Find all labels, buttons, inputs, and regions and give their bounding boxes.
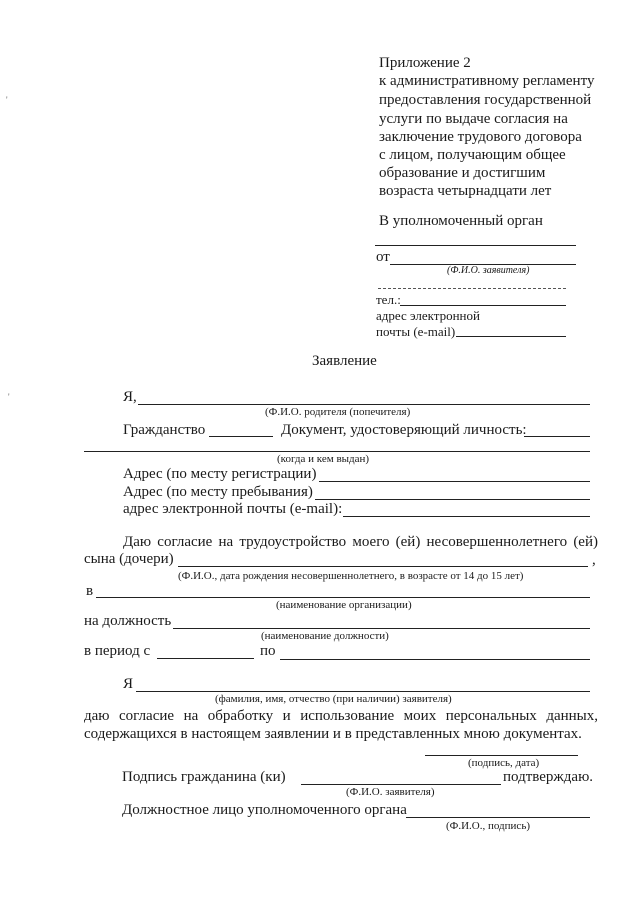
appendix-line: возраста четырнадцати лет <box>379 183 552 199</box>
email-label-line1: адрес электронной <box>376 308 480 323</box>
document-title: Заявление <box>312 353 377 369</box>
official-signature-field[interactable] <box>406 817 590 818</box>
personal-data-line-1: даю согласие на обработку и использование моих персональных данных, <box>84 708 598 724</box>
consent-line-2: сына (дочери) <box>84 551 174 567</box>
applicant-full-name-hint: (фамилия, имя, отчество (при наличии) заявителя) <box>215 693 452 705</box>
personal-data-line-2: содержащихся в настоящем заявлении и в представленных мною документах. <box>84 726 582 742</box>
appendix-line: с лицом, получающим общее <box>379 147 566 163</box>
scan-mark: ' <box>8 392 10 402</box>
minor-hint: (Ф.И.О., дата рождения несовершеннолетнего, в возрасте от 14 до 15 лет) <box>178 570 524 582</box>
period-start-field[interactable] <box>157 658 254 659</box>
official-label: Должностное лицо уполномоченного органа <box>122 802 407 818</box>
id-document-field[interactable] <box>524 436 590 437</box>
addressee-to-label: В уполномоченный орган <box>379 213 543 229</box>
period-to-label: по <box>260 643 276 659</box>
official-hint: (Ф.И.О., подпись) <box>446 820 530 832</box>
registration-address-label: Адрес (по месту регистрации) <box>123 466 317 482</box>
issued-hint: (когда и кем выдан) <box>277 453 370 465</box>
applicant-name-extra-field[interactable] <box>378 288 566 289</box>
citizen-signature-field[interactable] <box>301 784 501 785</box>
signature-date-hint: (подпись, дата) <box>468 757 540 769</box>
applicant-name-hint-2: (Ф.И.О. заявителя) <box>346 786 435 798</box>
authority-name-field[interactable] <box>375 245 576 246</box>
stay-address-field[interactable] <box>315 499 590 500</box>
appendix-line: услуги по выдаче согласия на <box>379 111 568 127</box>
stay-address-label: Адрес (по месту пребывания) <box>123 484 313 500</box>
organization-field[interactable] <box>96 597 590 598</box>
email-label-line2: почты (e-mail) <box>376 324 456 339</box>
from-label: от <box>376 249 390 265</box>
period-end-field[interactable] <box>280 659 590 660</box>
period-from-label: в период с <box>84 643 151 659</box>
signature-date-field[interactable] <box>425 755 578 756</box>
consent-line-1: Даю согласие на трудоустройство моего (ей) несовершеннолетнего (ей) <box>123 534 598 550</box>
consent-comma: , <box>592 552 596 568</box>
parent-name-hint: (Ф.И.О. родителя (попечителя) <box>265 406 411 418</box>
id-document-details-field[interactable] <box>84 451 590 452</box>
appendix-title: Приложение 2 <box>379 55 471 71</box>
applicant-name-hint: (Ф.И.О. заявителя) <box>447 265 530 276</box>
phone-label: тел.: <box>376 292 401 307</box>
appendix-line: к административному регламенту <box>379 73 595 89</box>
citizen-signature-label: Подпись гражданина (ки) <box>122 769 286 785</box>
parent-name-field[interactable] <box>138 404 590 405</box>
appendix-line: заключение трудового договора <box>379 129 582 145</box>
applicant-i-label: Я <box>123 676 134 692</box>
email-field[interactable] <box>343 516 590 517</box>
applicant-full-name-field[interactable] <box>136 691 590 692</box>
i-label: Я, <box>123 389 137 405</box>
minor-name-field[interactable] <box>178 566 588 567</box>
appendix-line: образование и достигшим <box>379 165 546 181</box>
citizenship-label: Гражданство <box>123 422 206 438</box>
position-label: на должность <box>84 613 172 629</box>
position-hint: (наименование должности) <box>261 630 389 642</box>
appendix-line: предоставления государственной <box>379 92 592 108</box>
organization-prefix: в <box>86 583 94 599</box>
email-label: адрес электронной почты (e-mail): <box>123 501 343 517</box>
registration-address-field[interactable] <box>319 481 590 482</box>
confirm-label: подтверждаю. <box>503 769 594 785</box>
addressee-email-field[interactable] <box>456 336 566 337</box>
citizenship-field[interactable] <box>209 436 273 437</box>
position-field[interactable] <box>173 628 590 629</box>
organization-hint: (наименование организации) <box>276 599 412 611</box>
scan-mark: ' <box>6 95 8 105</box>
id-document-label: Документ, удостоверяющий личность: <box>281 422 527 438</box>
phone-field[interactable] <box>400 305 566 306</box>
